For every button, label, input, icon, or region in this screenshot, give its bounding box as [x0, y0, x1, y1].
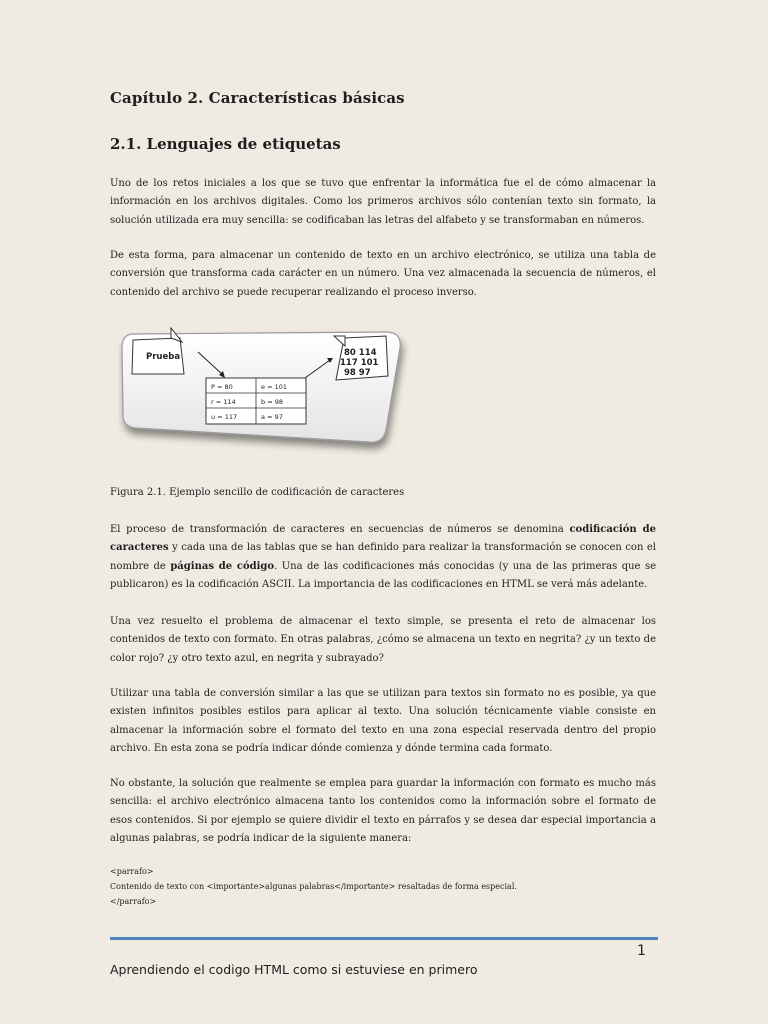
- term-character-encoding: codificación de caracteres: [110, 524, 656, 554]
- code-line: Contenido de texto con <importante>algunas palabras</importante> resaltadas de forma especial.: [110, 882, 517, 891]
- output-line: 117 101: [340, 358, 379, 368]
- footer-rule: [110, 937, 658, 940]
- input-label: Prueba: [146, 352, 181, 362]
- code-line: <parrafo>: [110, 867, 154, 876]
- table-cell: u = 117: [211, 413, 238, 421]
- table-cell: b = 98: [261, 398, 283, 406]
- conversion-table: [206, 378, 306, 424]
- term-code-pages: páginas de código: [170, 560, 275, 572]
- paragraph-2: De esta forma, para almacenar un contenido de texto en un archivo electrónico, se utiliza una tabla de conversión que transforma cada carácter en un número. Una vez almacenada la secuencia de números, el contenido del archivo se puede recuperar realizando el proceso inverso.: [110, 250, 656, 298]
- paragraph-3: El proceso de transformación de caracteres en secuencias de números se denomina codificación de caracteres y cada una de las tablas que se han definido para realizar la transformación se conocen con el nombre de páginas de código. Una de las codificaciones más conocidas (y una de las primeras que se publicaron) es la codificación ASCII. La importancia de las codificaciones en HTML se verá más adelante.: [110, 524, 656, 591]
- page-number: 1: [637, 943, 646, 959]
- table-cell: r = 114: [211, 398, 236, 406]
- paragraph-5: Utilizar una tabla de conversión similar a las que se utilizan para textos sin formato no es posible, ya que existen infinitos posibles estilos para aplicar al texto. Una solución técnicamente viable consiste en almacenar la información sobre el formato del texto en una zona especial reservada dentro del propio archivo. En esta zona se podría indicar dónde comienza y dónde termina cada formato.: [110, 688, 656, 755]
- chapter-title: Capítulo 2. Características básicas: [110, 89, 405, 107]
- encoding-figure: [118, 318, 418, 468]
- paragraph-1: Uno de los retos iniciales a los que se tuvo que enfrentar la informática fue el de cómo almacenar la información en los archivos digitales. Como los primeros archivos sólo contenían texto sin formato, la solución utilizada era muy sencilla: se codificaban las letras del alfabeto y se transformaban en números.: [110, 178, 656, 226]
- code-line: </parrafo>: [110, 897, 157, 906]
- output-line: 80 114: [344, 348, 377, 358]
- table-cell: a = 97: [261, 413, 283, 421]
- table-cell: e = 101: [261, 383, 287, 391]
- table-cell: P = 80: [211, 383, 233, 391]
- footer-text: Aprendiendo el codigo HTML como si estuviese en primero: [110, 962, 478, 977]
- output-line: 98 97: [344, 368, 371, 378]
- section-title: 2.1. Lenguajes de etiquetas: [110, 135, 341, 153]
- figure-caption: Figura 2.1. Ejemplo sencillo de codificación de caracteres: [110, 487, 405, 498]
- paragraph-6: No obstante, la solución que realmente se emplea para guardar la información con formato es mucho más sencilla: el archivo electrónico almacena tanto los contenidos como la información sobre el formato de esos contenidos. Si por ejemplo se quiere dividir el texto en párrafos y se desea dar especial importancia a algunas palabras, se podría indicar de la siguiente manera:: [110, 778, 656, 845]
- paragraph-4: Una vez resuelto el problema de almacenar el texto simple, se presenta el reto de almacenar los contenidos de texto con formato. En otras palabras, ¿cómo se almacena un texto en negrita? ¿y un texto de color rojo? ¿y otro texto azul, en negrita y subrayado?: [110, 616, 656, 664]
- code-example: [110, 864, 517, 909]
